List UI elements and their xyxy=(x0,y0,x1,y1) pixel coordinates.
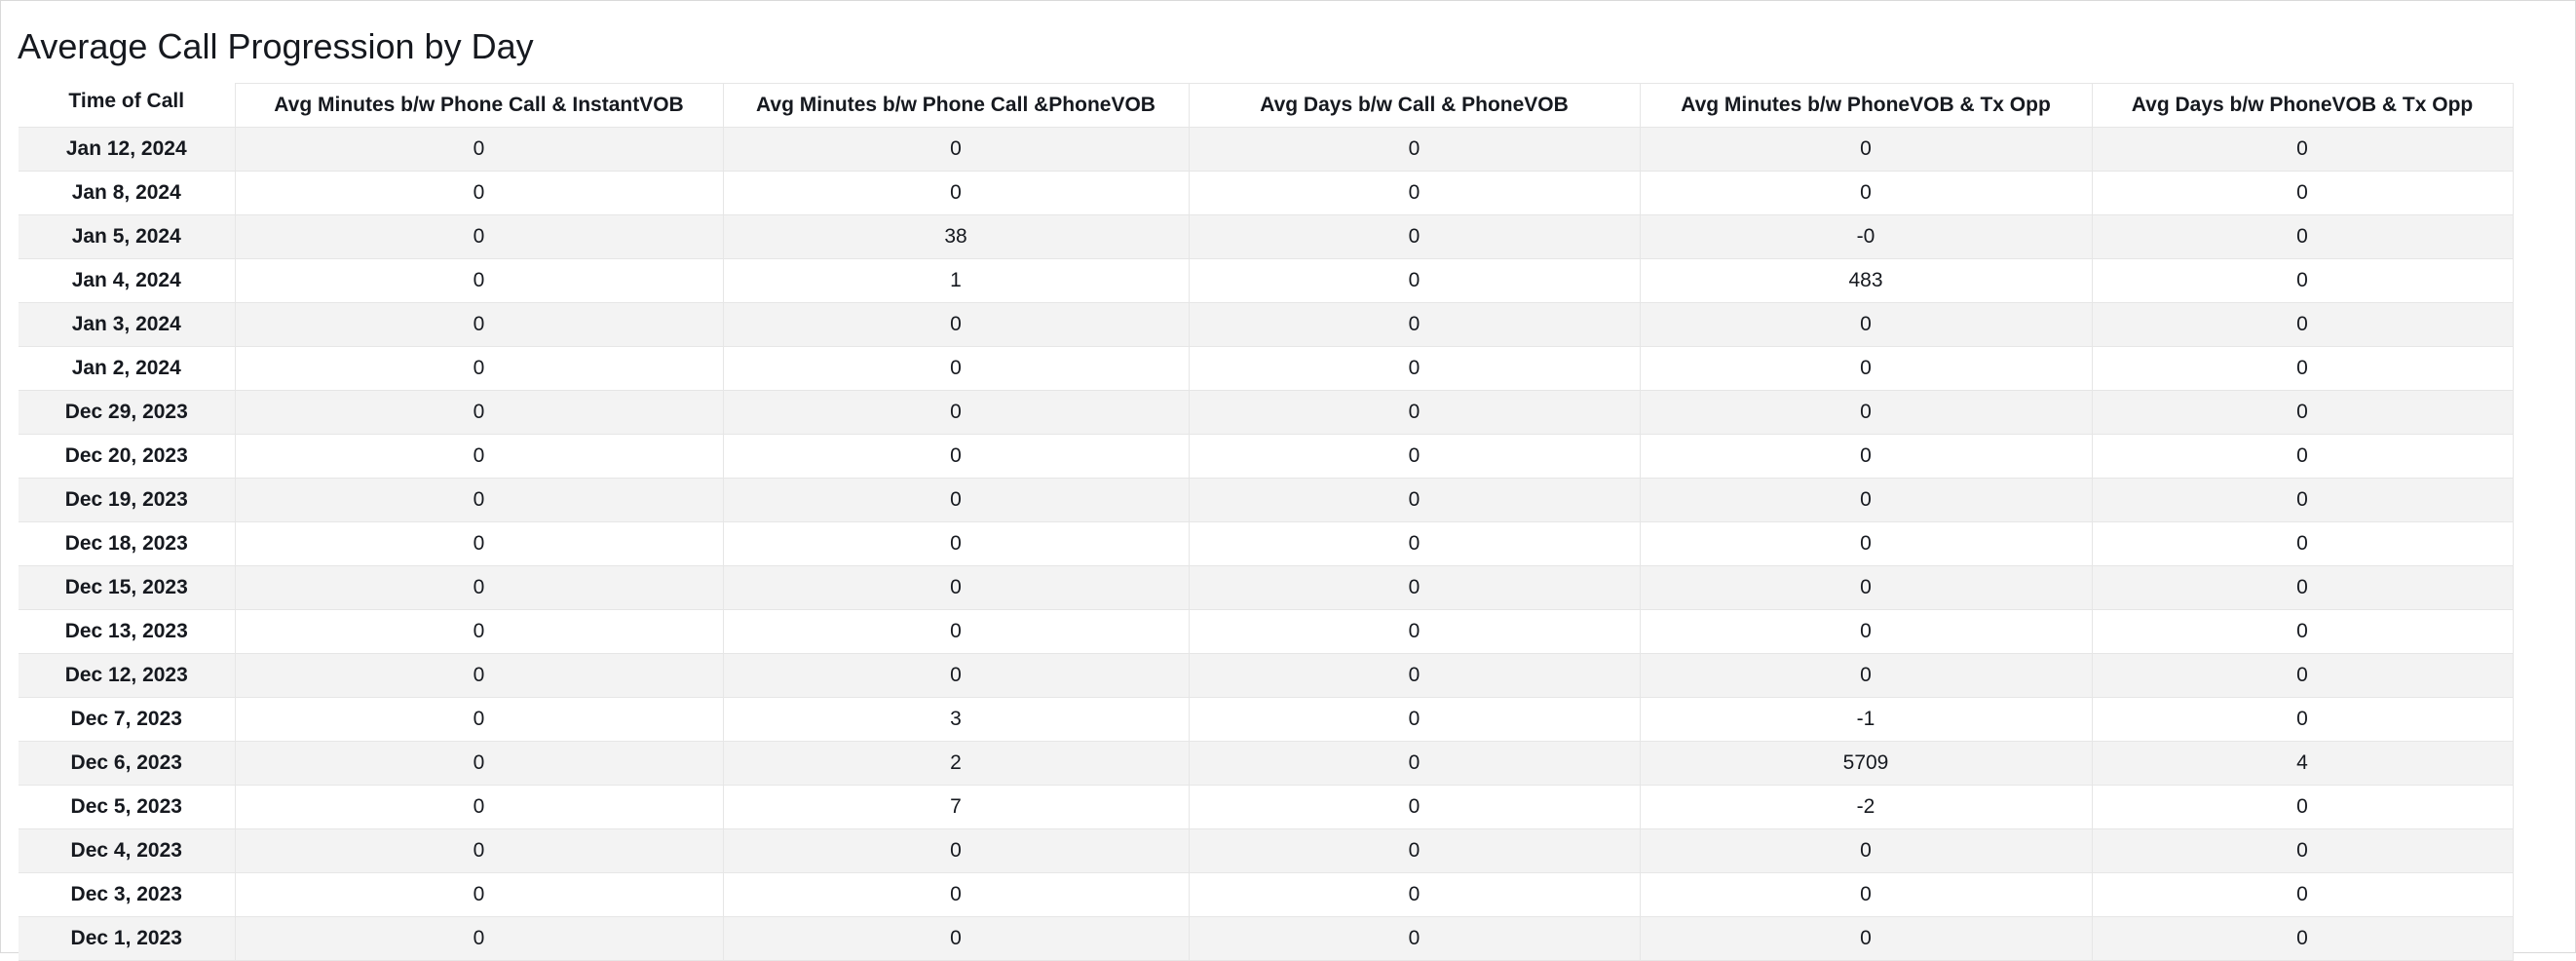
table-cell: 0 xyxy=(723,917,1189,961)
row-date-cell: Jan 3, 2024 xyxy=(19,303,235,347)
table-cell: 0 xyxy=(235,391,723,435)
table-cell: 0 xyxy=(1640,917,2092,961)
table-cell: 0 xyxy=(2092,917,2513,961)
table-cell: 0 xyxy=(1640,522,2092,566)
table-cell: 0 xyxy=(2092,479,2513,522)
table-cell: 0 xyxy=(1189,786,1640,829)
table-cell: 0 xyxy=(1189,917,1640,961)
table-row xyxy=(19,128,2513,172)
table-cell: 483 xyxy=(1640,259,2092,303)
row-date-cell: Dec 13, 2023 xyxy=(19,610,235,654)
table-body xyxy=(19,128,2513,961)
row-date-cell: Dec 1, 2023 xyxy=(19,917,235,961)
table-row xyxy=(19,259,2513,303)
table-cell: 0 xyxy=(1189,742,1640,786)
table-row xyxy=(19,347,2513,391)
table-cell: 0 xyxy=(1640,172,2092,215)
table-cell: 0 xyxy=(2092,128,2513,172)
table-cell: 0 xyxy=(2092,391,2513,435)
row-date-cell: Jan 5, 2024 xyxy=(19,215,235,259)
table-cell: 1 xyxy=(723,259,1189,303)
table-cell: 0 xyxy=(1640,829,2092,873)
table-cell: 0 xyxy=(1640,347,2092,391)
table-cell: 0 xyxy=(235,435,723,479)
visual-title: Average Call Progression by Day xyxy=(18,26,534,66)
table-row xyxy=(19,172,2513,215)
table-cell: 0 xyxy=(723,829,1189,873)
row-date-cell: Dec 5, 2023 xyxy=(19,786,235,829)
table-cell: 0 xyxy=(1189,873,1640,917)
table-cell: -0 xyxy=(1640,215,2092,259)
table-cell: 0 xyxy=(2092,786,2513,829)
table-row xyxy=(19,303,2513,347)
table-row xyxy=(19,566,2513,610)
row-date-cell: Dec 15, 2023 xyxy=(19,566,235,610)
table-cell: 0 xyxy=(1640,654,2092,698)
table-cell: 0 xyxy=(2092,654,2513,698)
table-cell: 2 xyxy=(723,742,1189,786)
table-cell: 0 xyxy=(1189,172,1640,215)
table-cell: 0 xyxy=(1640,391,2092,435)
table-row xyxy=(19,435,2513,479)
row-date-cell: Jan 12, 2024 xyxy=(19,128,235,172)
table-row xyxy=(19,742,2513,786)
table-cell: -2 xyxy=(1640,786,2092,829)
table-row xyxy=(19,215,2513,259)
table-cell: 0 xyxy=(235,303,723,347)
table-cell: 0 xyxy=(1189,698,1640,742)
table-cell: 0 xyxy=(235,128,723,172)
table-cell: 0 xyxy=(235,829,723,873)
row-date-cell: Dec 29, 2023 xyxy=(19,391,235,435)
table-row xyxy=(19,654,2513,698)
table-cell: 38 xyxy=(723,215,1189,259)
table-row xyxy=(19,479,2513,522)
table-cell: -1 xyxy=(1640,698,2092,742)
table-cell: 0 xyxy=(2092,829,2513,873)
table-cell: 0 xyxy=(1189,610,1640,654)
table-cell: 0 xyxy=(723,347,1189,391)
table-cell: 0 xyxy=(1640,128,2092,172)
table-cell: 0 xyxy=(235,566,723,610)
row-date-cell: Dec 12, 2023 xyxy=(19,654,235,698)
table-cell: 0 xyxy=(235,786,723,829)
row-date-cell: Dec 20, 2023 xyxy=(19,435,235,479)
table-row xyxy=(19,391,2513,435)
table-row xyxy=(19,610,2513,654)
table-cell: 0 xyxy=(1640,435,2092,479)
table-cell: 0 xyxy=(723,610,1189,654)
row-date-cell: Dec 19, 2023 xyxy=(19,479,235,522)
data-table xyxy=(19,83,2514,961)
table-cell: 3 xyxy=(723,698,1189,742)
table-cell: 0 xyxy=(2092,172,2513,215)
row-date-cell: Dec 7, 2023 xyxy=(19,698,235,742)
table-cell: 0 xyxy=(2092,522,2513,566)
table-cell: 0 xyxy=(723,303,1189,347)
table-cell: 0 xyxy=(1640,479,2092,522)
column-header-avg-minutes-phonevob-txopp[interactable]: Avg Minutes b/w PhoneVOB & Tx Opp xyxy=(1640,84,2092,128)
table-cell: 0 xyxy=(235,259,723,303)
table-cell: 0 xyxy=(1189,522,1640,566)
table-row xyxy=(19,786,2513,829)
table-cell: 0 xyxy=(2092,698,2513,742)
table-row xyxy=(19,522,2513,566)
table-cell: 0 xyxy=(723,566,1189,610)
table-cell: 0 xyxy=(1189,479,1640,522)
table-cell: 0 xyxy=(1189,391,1640,435)
table-cell: 7 xyxy=(723,786,1189,829)
row-date-cell: Dec 6, 2023 xyxy=(19,742,235,786)
column-header-avg-minutes-call-phonevob[interactable]: Avg Minutes b/w Phone Call &PhoneVOB xyxy=(723,84,1189,128)
table-cell: 0 xyxy=(723,391,1189,435)
table-cell: 0 xyxy=(1189,654,1640,698)
header-row xyxy=(19,84,2513,128)
row-date-cell: Jan 8, 2024 xyxy=(19,172,235,215)
column-header-avg-days-call-phonevob[interactable]: Avg Days b/w Call & PhoneVOB xyxy=(1189,84,1640,128)
table-cell: 0 xyxy=(235,347,723,391)
table-cell: 0 xyxy=(1640,873,2092,917)
table-cell: 0 xyxy=(2092,566,2513,610)
table-cell: 0 xyxy=(723,654,1189,698)
table-cell: 0 xyxy=(723,172,1189,215)
table-cell: 0 xyxy=(2092,303,2513,347)
table-cell: 0 xyxy=(1189,347,1640,391)
table-cell: 0 xyxy=(2092,347,2513,391)
table-cell: 0 xyxy=(235,610,723,654)
table-row xyxy=(19,873,2513,917)
table-scroll-area[interactable] xyxy=(19,83,2513,949)
table-row xyxy=(19,917,2513,961)
table-cell: 0 xyxy=(723,128,1189,172)
row-date-cell: Jan 2, 2024 xyxy=(19,347,235,391)
column-header-avg-minutes-call-instantvob[interactable]: Avg Minutes b/w Phone Call & InstantVOB xyxy=(235,84,723,128)
row-date-cell: Jan 4, 2024 xyxy=(19,259,235,303)
column-header-time-of-call[interactable]: Time of Call xyxy=(19,84,235,128)
table-cell: 0 xyxy=(235,479,723,522)
table-cell: 0 xyxy=(1189,128,1640,172)
table-cell: 0 xyxy=(2092,435,2513,479)
table-cell: 0 xyxy=(723,873,1189,917)
table-cell: 5709 xyxy=(1640,742,2092,786)
table-cell: 0 xyxy=(1189,303,1640,347)
table-cell: 0 xyxy=(1640,303,2092,347)
table-cell: 0 xyxy=(1189,435,1640,479)
table-cell: 0 xyxy=(235,873,723,917)
table-cell: 0 xyxy=(2092,873,2513,917)
table-row xyxy=(19,698,2513,742)
table-cell: 0 xyxy=(723,435,1189,479)
table-cell: 0 xyxy=(1189,259,1640,303)
column-header-avg-days-phonevob-txopp[interactable]: Avg Days b/w PhoneVOB & Tx Opp xyxy=(2092,84,2513,128)
table-cell: 0 xyxy=(2092,610,2513,654)
row-date-cell: Dec 18, 2023 xyxy=(19,522,235,566)
table-cell: 4 xyxy=(2092,742,2513,786)
table-cell: 0 xyxy=(1640,566,2092,610)
table-cell: 0 xyxy=(723,522,1189,566)
table-cell: 0 xyxy=(1189,566,1640,610)
table-cell: 0 xyxy=(1640,610,2092,654)
table-cell: 0 xyxy=(235,742,723,786)
row-date-cell: Dec 4, 2023 xyxy=(19,829,235,873)
table-cell: 0 xyxy=(2092,259,2513,303)
table-row xyxy=(19,829,2513,873)
table-cell: 0 xyxy=(235,698,723,742)
table-cell: 0 xyxy=(2092,215,2513,259)
table-cell: 0 xyxy=(235,215,723,259)
table-cell: 0 xyxy=(723,479,1189,522)
table-cell: 0 xyxy=(1189,829,1640,873)
row-date-cell: Dec 3, 2023 xyxy=(19,873,235,917)
table-cell: 0 xyxy=(235,522,723,566)
table-cell: 0 xyxy=(1189,215,1640,259)
table-cell: 0 xyxy=(235,654,723,698)
table-cell: 0 xyxy=(235,172,723,215)
table-cell: 0 xyxy=(235,917,723,961)
